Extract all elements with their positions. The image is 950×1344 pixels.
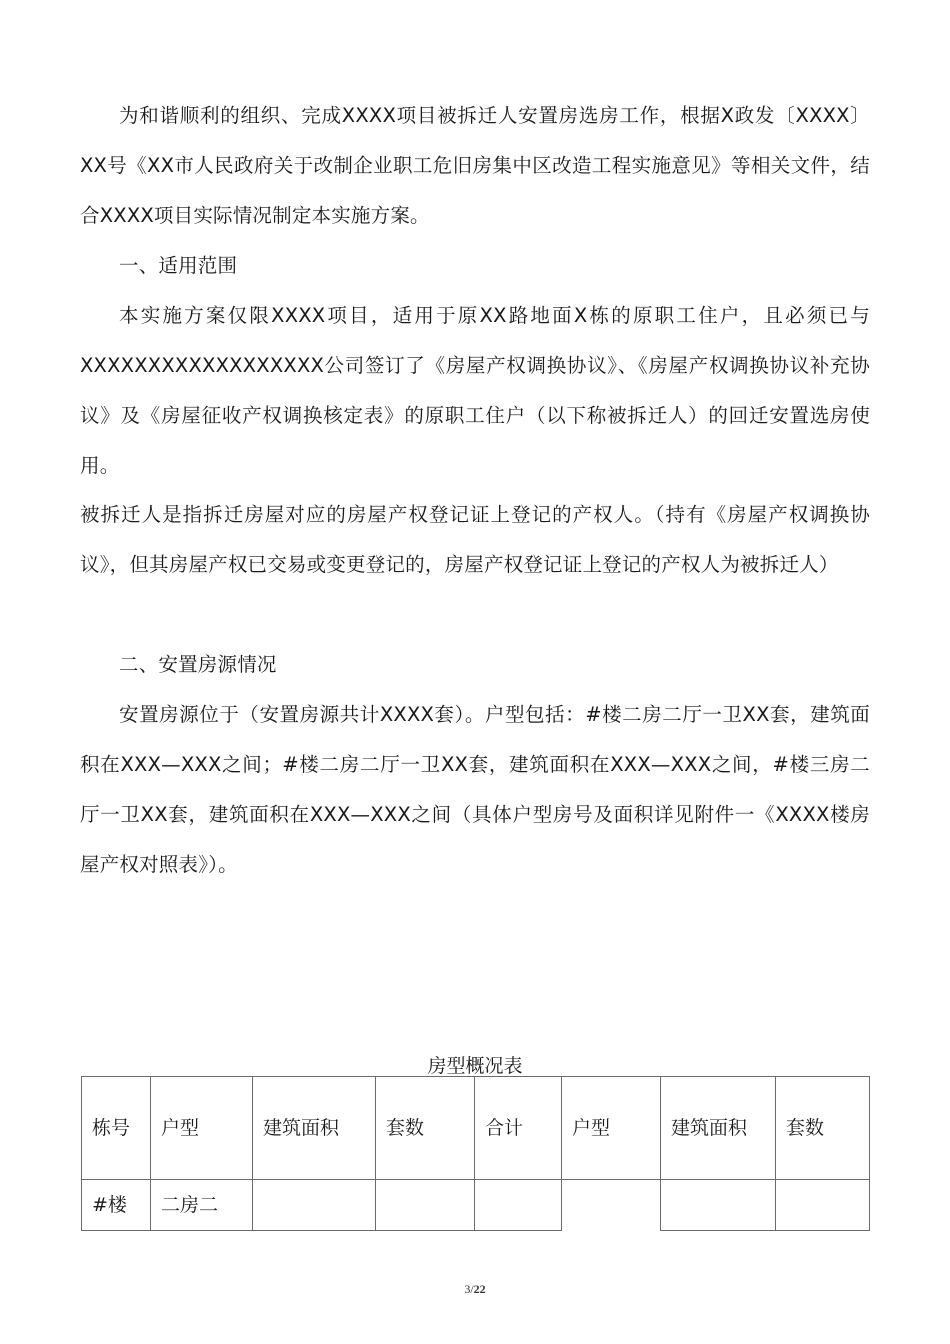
cell-floor-area: [253, 1180, 376, 1231]
room-type-table: [81, 1076, 870, 1231]
cell-count-2: [776, 1180, 870, 1231]
table-row: [82, 1180, 870, 1231]
header-cell-building: 栋号: [82, 1077, 151, 1180]
scope-paragraph: 本实施方案仅限XXXX项目，适用于原XX路地面X栋的原职工住户，且必须已与XXXXXXXXXXXXXXXXXX公司签订了《房屋产权调换协议》、《房屋产权调换协议补充协议》及《房屋征收产权调换核定表》的原职工住户（以下称被拆迁人）的回迁安置选房使用。: [80, 304, 870, 477]
intro-paragraph: 为和谐顺利的组织、完成XXXX项目被拆迁人安置房选房工作，根据X政发〔XXXX〕XX号《XX市人民政府关于改制企业职工危旧房集中区改造工程实施意见》等相关文件，结合XXXX项目实际情况制定本实施方案。: [80, 104, 870, 227]
section-heading-housing: 二、安置房源情况: [119, 653, 277, 676]
cell-floor-area-2: [661, 1180, 776, 1231]
header-cell-unit-type: 户型: [151, 1077, 253, 1180]
table-title: 房型概况表: [427, 1055, 523, 1077]
header-cell-total: 合计: [475, 1077, 562, 1180]
table-header-row: [82, 1077, 870, 1180]
cell-building: #楼: [82, 1180, 151, 1231]
definition-paragraph: 被拆迁人是指拆迁房屋对应的房屋产权登记证上登记的产权人。（持有《房屋产权调换协议》，但其房屋产权已交易或变更登记的，房屋产权登记证上登记的产权人为被拆迁人）: [80, 503, 870, 576]
housing-paragraph: 安置房源位于（安置房源共计XXXX套）。户型包括：#楼二房二厅一卫XX套，建筑面积在XXX—XXX之间；#楼二房二厅一卫XX套，建筑面积在XXX—XXX之间，#楼三房二厅一卫XX套，建筑面积在XXX—XXX之间（具体户型房号及面积详见附件一《XXXX楼房屋产权对照表》）。: [80, 703, 870, 876]
header-cell-floor-area: 建筑面积: [253, 1077, 376, 1180]
header-cell-floor-area-2: 建筑面积: [661, 1077, 776, 1180]
cell-count: [376, 1180, 475, 1231]
page-current: 3: [464, 1282, 471, 1296]
section-heading-scope: 一、适用范围: [119, 254, 238, 277]
cell-unit-type-2: [562, 1180, 661, 1231]
page-total: 22: [473, 1282, 486, 1296]
cell-unit-type: 二房二: [151, 1180, 253, 1231]
header-cell-unit-type-2: 户型: [562, 1077, 661, 1180]
header-cell-count: 套数: [376, 1077, 475, 1180]
page-number: [0, 1282, 950, 1297]
header-cell-count-2: 套数: [776, 1077, 870, 1180]
cell-total: [475, 1180, 562, 1231]
page-separator: /: [470, 1282, 474, 1296]
